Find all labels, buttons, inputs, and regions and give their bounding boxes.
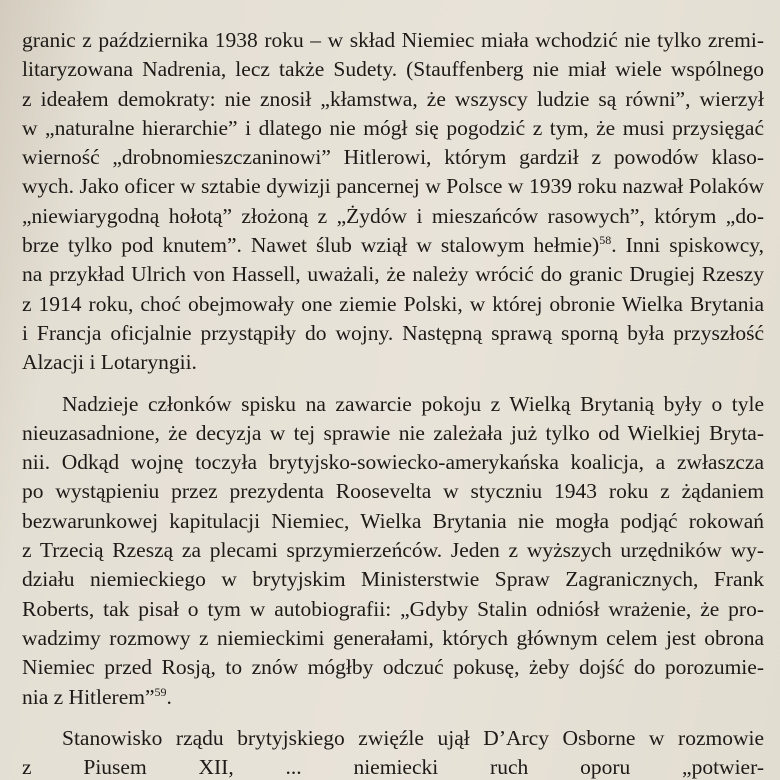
text-line: „niewiarygodną hołotą” złożoną z „Żydów i mieszańców rasowych”, którym „do- (22, 203, 764, 228)
text-line: nieuzasadnione, że decyzja w tej sprawie nie zależała już tylko od Wielkiej Bryta- (22, 420, 764, 445)
text-line: i Francja oficjalnie przystąpiły do wojny. Następną sprawą sporną była przyszłość (22, 320, 764, 345)
text-line: z Piusem XII, ... niemiecki ruch oporu „potwier- (22, 755, 764, 780)
text-line: granic z października 1938 roku – w skład Niemiec miała wchodzić nie tylko zremi- (22, 28, 764, 52)
text-line: z 1914 roku, choć obejmowały one ziemie Polski, w której obronie Wielka Brytania (22, 291, 764, 316)
line-text: . Inni spiskowcy, (611, 233, 764, 258)
text-line: w „naturalne hierarchie” i dlatego nie mógł się pogodzić z tym, że musi przysięgać (22, 115, 764, 140)
line-text: . (166, 684, 172, 709)
text-line: z Trzecią Rzeszą za plecami sprzymierzeńców. Jeden z wyższych urzędników wy- (22, 538, 764, 563)
text-line: wych. Jako oficer w sztabie dywizji pancernej w Polsce w 1939 roku nazwał Polaków (22, 174, 764, 199)
text-line: nii. Odkąd wojnę toczyła brytyjsko-sowiecko-amerykańska koalicja, a zwłaszcza (22, 450, 764, 475)
paragraph-3 (22, 724, 764, 780)
line-text: brze tylko pod knutem”. Nawet ślub wziął w stalowym hełmie) (22, 233, 600, 258)
text-line: Niemiec przed Rosją, to znów mógłby odczuć pokusę, żeby dojść do porozumie- (22, 655, 764, 680)
text-line-with-footnote (22, 231, 764, 260)
footnote-marker[interactable]: 58 (599, 232, 612, 247)
line-text: nia z Hitlerem” (22, 684, 155, 709)
text-line: Roberts, tak pisał o tym w autobiografii: „Gdyby Stalin odniósł wrażenie, że pro- (22, 596, 764, 621)
paragraph-spacing (22, 378, 764, 390)
text-line: Alzacji i Lotaryngii. (22, 350, 197, 375)
text-line: wadzimy rozmowy z niemieckimi generałami, których głównym celem jest obrona (22, 625, 764, 650)
text-line: na przykład Ulrich von Hassell, uważali, że należy wrócić do granic Drugiej Rzeszy (22, 262, 764, 287)
text-line: z ideałem demokraty: nie znosił „kłamstwa, że wszyscy ludzie są równi”, wierzył (22, 86, 764, 111)
text-line: działu niemieckiego w brytyjskim Ministerstwie Spraw Zagranicznych, Frank (22, 567, 764, 592)
paragraph-1 (22, 26, 764, 378)
text-line-indented: Nadzieje członków spisku na zawarcie pokoju z Wielką Brytanią były o tyle (62, 391, 764, 416)
page-body-text (22, 26, 764, 780)
paragraph-2 (22, 390, 764, 712)
text-line: wierność „drobnomieszczaninowi” Hitlerowi, którym gardził z powodów klaso- (22, 145, 764, 170)
text-line: bezwarunkowej kapitulacji Niemiec, Wielka Brytania nie mogła podjąć rokowań (22, 508, 764, 533)
text-line-with-footnote (22, 683, 764, 712)
footnote-marker[interactable]: 59 (154, 684, 167, 699)
text-line: po wystąpieniu przez prezydenta Roosevelta w styczniu 1943 roku z żądaniem (22, 479, 764, 504)
text-line: litaryzowana Nadrenia, lecz także Sudety. (Stauffenberg nie miał wiele wspólnego (22, 57, 764, 82)
text-line-indented: Stanowisko rządu brytyjskiego zwięźle ujął D’Arcy Osborne w rozmowie (62, 725, 764, 750)
paragraph-spacing (22, 712, 764, 724)
